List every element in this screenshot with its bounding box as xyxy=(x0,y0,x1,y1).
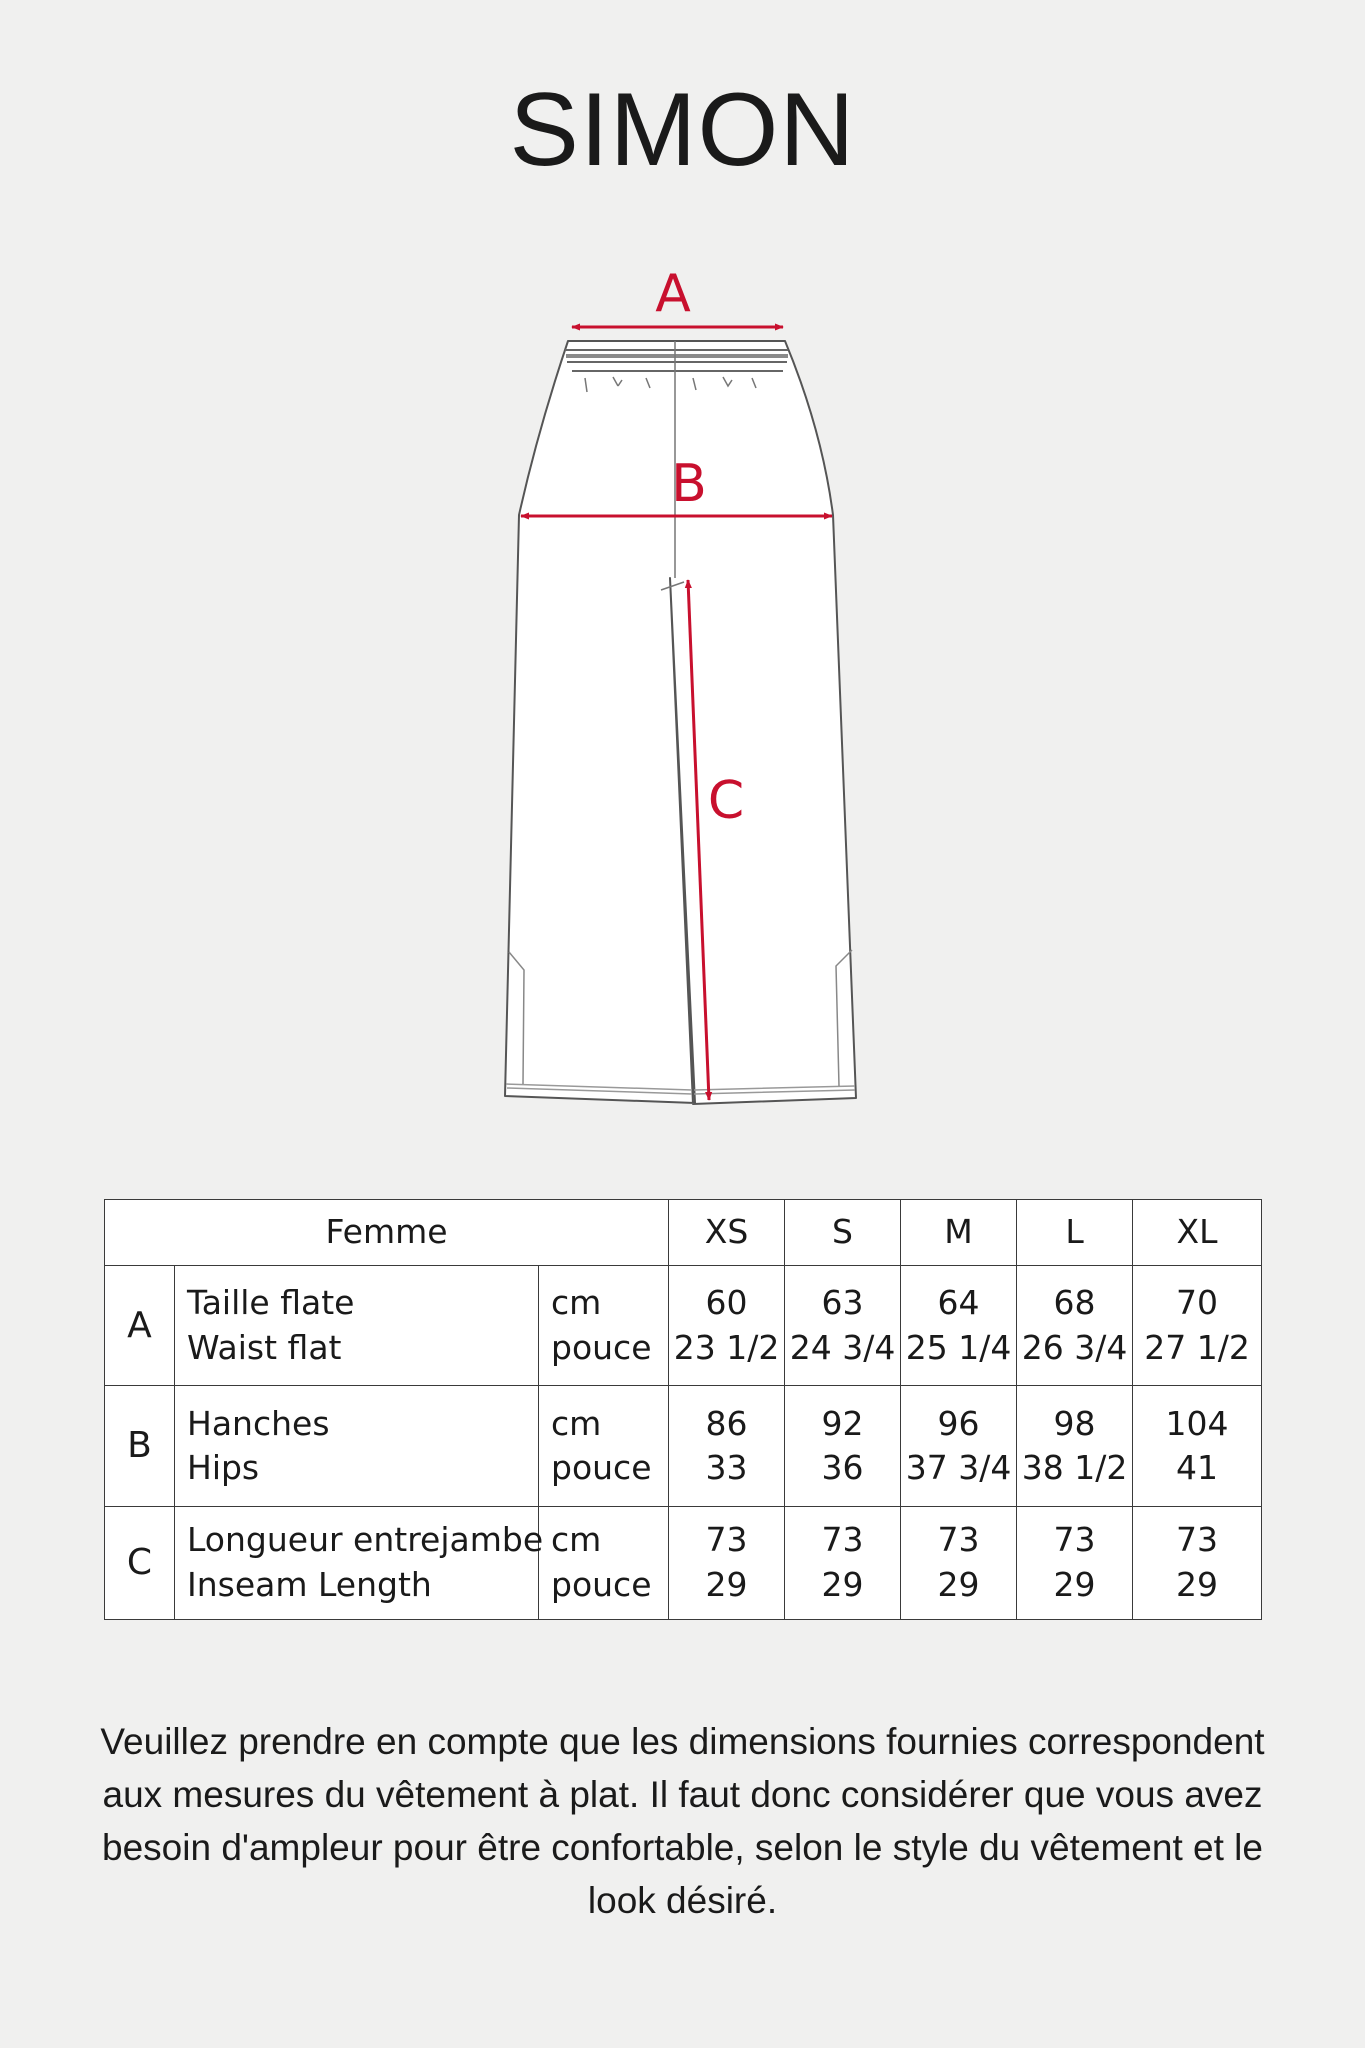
label-a: A xyxy=(655,264,691,324)
value-cell: 64 25 1/4 xyxy=(901,1266,1017,1386)
value-cell: 73 29 xyxy=(669,1506,785,1619)
label-fr: Longueur entrejambe xyxy=(187,1520,544,1560)
value-cell: 98 38 1/2 xyxy=(1017,1386,1133,1506)
table-row xyxy=(105,1386,1262,1506)
table-row xyxy=(105,1266,1262,1386)
row-label xyxy=(175,1506,544,1619)
label-fr: Hanches xyxy=(187,1403,330,1443)
unit-cm: cm xyxy=(551,1403,602,1443)
row-letter: B xyxy=(105,1386,175,1506)
header-size-m: M xyxy=(901,1200,1017,1266)
row-units xyxy=(539,1266,669,1386)
table-row xyxy=(105,1506,1262,1619)
page-title: SIMON xyxy=(509,72,856,188)
label-en: Inseam Length xyxy=(187,1564,432,1604)
label-en: Waist flat xyxy=(187,1327,342,1367)
value-cell: 73 29 xyxy=(901,1506,1017,1619)
row-label xyxy=(175,1386,539,1506)
header-size-xs: XS xyxy=(669,1200,785,1266)
value-cell: 104 41 xyxy=(1133,1386,1262,1506)
value-cell: 68 26 3/4 xyxy=(1017,1266,1133,1386)
header-category: Femme xyxy=(105,1200,669,1266)
value-cell: 96 37 3/4 xyxy=(901,1386,1017,1506)
label-b: B xyxy=(671,454,707,514)
row-units xyxy=(539,1506,669,1619)
unit-in: pouce xyxy=(551,1564,652,1604)
unit-cm: cm xyxy=(551,1283,602,1323)
unit-in: pouce xyxy=(551,1327,652,1367)
row-letter: C xyxy=(105,1506,175,1619)
value-cell: 60 23 1/2 xyxy=(669,1266,785,1386)
unit-in: pouce xyxy=(551,1448,652,1488)
table-header-row xyxy=(105,1200,1262,1266)
label-c: C xyxy=(707,771,745,831)
value-cell: 73 29 xyxy=(785,1506,901,1619)
value-cell: 63 24 3/4 xyxy=(785,1266,901,1386)
value-cell: 73 29 xyxy=(1133,1506,1262,1619)
value-cell: 92 36 xyxy=(785,1386,901,1506)
header-size-l: L xyxy=(1017,1200,1133,1266)
label-fr: Taille flate xyxy=(187,1283,355,1323)
disclaimer-note: Veuillez prendre en compte que les dimensions fournies correspondent aux mesures du vêtement à plat. Il faut donc considérer que vous avez besoin d'ampleur pour être confortable, selon le style du vêtement et le look désiré. xyxy=(100,1721,1265,1921)
value-cell: 86 33 xyxy=(669,1386,785,1506)
header-size-xl: XL xyxy=(1133,1200,1262,1266)
row-letter: A xyxy=(105,1266,175,1386)
row-units xyxy=(539,1386,669,1506)
value-cell: 73 29 xyxy=(1017,1506,1133,1619)
label-en: Hips xyxy=(187,1448,260,1488)
row-label xyxy=(175,1266,539,1386)
unit-cm: cm xyxy=(551,1520,602,1560)
value-cell: 70 27 1/2 xyxy=(1133,1266,1262,1386)
header-size-s: S xyxy=(785,1200,901,1266)
size-chart-table xyxy=(104,1199,1262,1620)
